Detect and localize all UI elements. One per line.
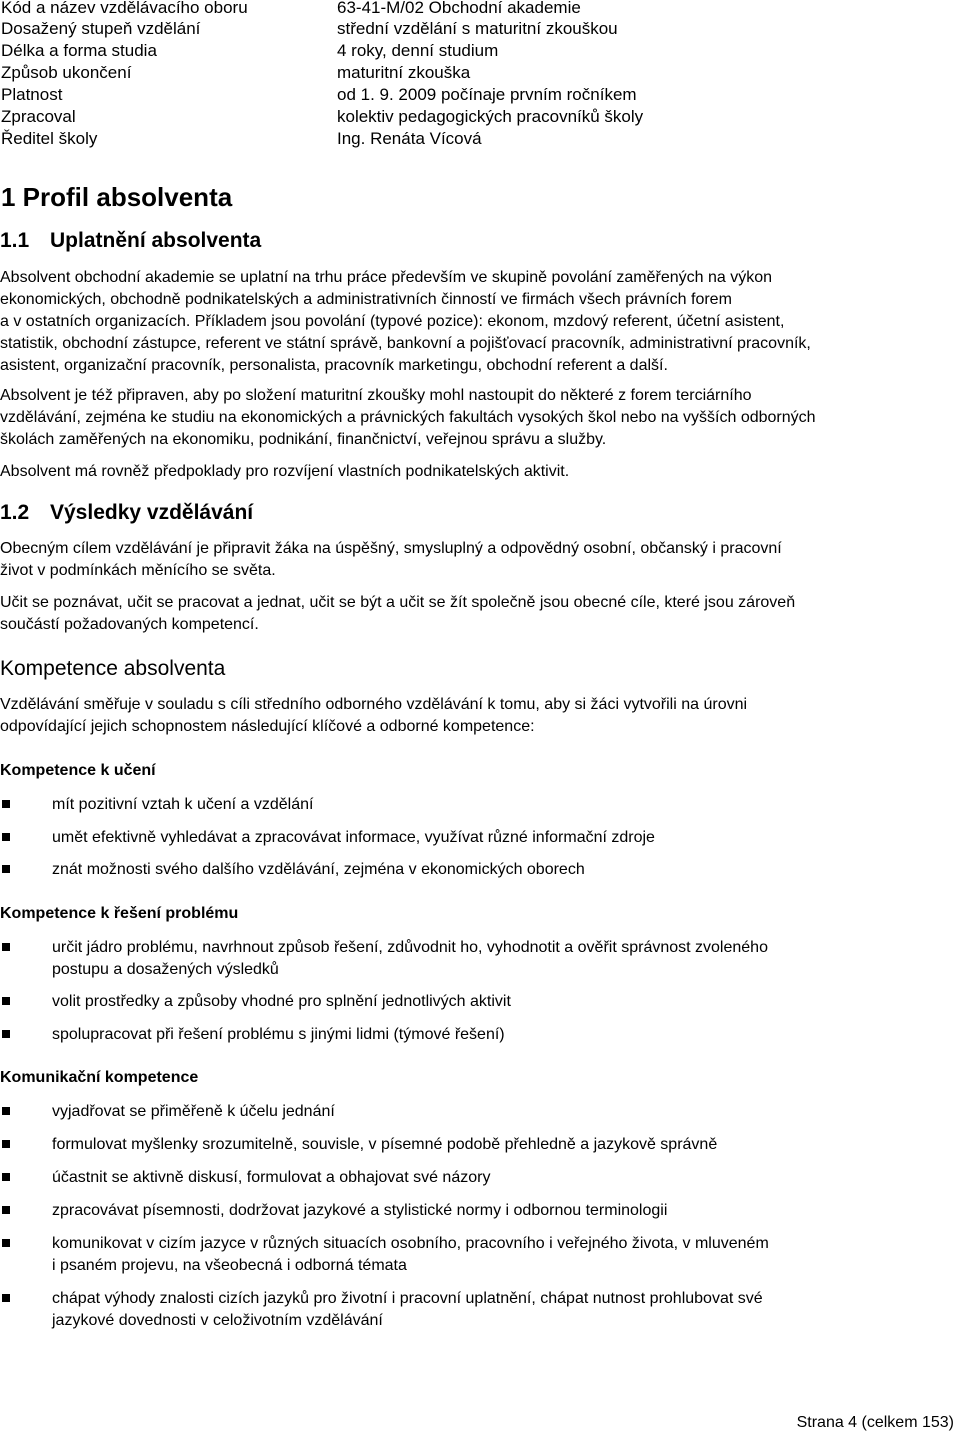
square-bullet-icon xyxy=(2,1107,10,1115)
meta-value: 4 roky, denní studium xyxy=(337,41,499,60)
subsection-title: Uplatnění absolventa xyxy=(50,229,262,252)
kompetence-heading: Kompetence absolventa xyxy=(0,657,226,680)
paragraph: Obecným cílem vzdělávání je připravit žáka na úspěšný, smysluplný a odpovědný osobní, občanský i pracovní život v podmínkách měnícího se světa. xyxy=(0,540,782,579)
meta-label: Zpracoval xyxy=(1,107,76,126)
meta-value: 63-41-M/02 Obchodní akademie xyxy=(337,0,581,17)
square-bullet-icon xyxy=(2,1206,10,1214)
page-number: Strana 4 (celkem 153) xyxy=(796,1414,954,1431)
meta-label: Dosažený stupeň vzdělání xyxy=(1,19,201,38)
competence-heading: Kompetence k řešení problému xyxy=(0,905,239,922)
square-bullet-icon xyxy=(2,1173,10,1181)
square-bullet-icon xyxy=(2,865,10,873)
competence-heading: Komunikační kompetence xyxy=(0,1069,199,1086)
document-page: Kód a název vzdělávacího oboru 63-41-M/02 Obchodní akademie Dosažený stupeň vzdělání střední vzdělání s maturitní zkouškou Délka a forma studia 4 roky, denní studium Způsob ukončení maturitní zkouška Platnost od 1. 9. 2009 počínaje prvním ročníkem Zpracoval kolektiv pedagogických pracovníků školy Ředitel školy Ing. Renáta Vícová 1 Profil absolventa 1.1 Uplatnění absolventa Absolvent obchodní akademie se uplatní na trhu práce především ve skupině povolání zaměřených na výkon ekonomických, obchodně podnikatelských a administrativních činností ve firmách všech právních forem a v ostatních organizacích. Příkladem jsou povolání (typové pozice): ekonom, mzdový referent, účetní asistent, statistik, obchodní zástupce, referent ve státní správě, bankovní a pojišťovací pracovník, administrativní pracovník, asistent, organizační pracovník, personalista, pracovník marketingu, obchodní referent a další. Absolvent je též připraven, aby po složení maturitní zkoušky mohl nastoupit do některé z forem terciárního vzdělávání, zejména ke studiu na ekonomických a právnických fakultách vysokých škol nebo na vyšších odborných školách zaměřených na ekonomiku, podnikání, finančnictví, veřejnou správu a služby. Absolvent má rovněž předpoklady pro rozvíjení vlastních podnikatelských aktivit. 1.2 Výsledky vzdělávání Obecným cílem vzdělávání je připravit žáka na úspěšný, smysluplný a odpovědný osobní, občanský i pracovní život v podmínkách měnícího se světa. Učit se poznávat, učit se pracovat a jednat, učit se být a učit se žít společně jsou obecné cíle, které jsou zároveň součástí požadovaných kompetencí. Kompetence absolventa Vzdělávání směřuje v souladu s cíli středního odborného vzdělávání k tomu, aby si žáci vytvořili na úrovni odpovídající jejich schopnostem následující klíčové a odborné kompetence: Kompetence k učení mít pozitivní vztah k učení a vzdělání umět efektivně vyhledávat a zpracovávat informace, využívat různé informační zdroje znát možnosti svého dalšího vzdělávání, zejména v ekonomických oborech Kompetence k řešení problému určit jádro problému, navrhnout způsob řešení, zdůvodnit ho, vyhodnotit a ověřit správnost zvoleného postupu a dosažených výsledků volit prostředky a způsoby vhodné pro splnění jednotlivých aktivit spolupracovat při řešení problému s jinými lidmi (týmové řešení) Komunikační kompetence vyjadřovat se přiměřeně k účelu jednání formulovat myšlenky srozumitelně, souvisle, v písemné podobě přehledně a jazykově správně účastnit se aktivně diskusí, formulovat a obhajovat své názory zpracovávat písemnosti, dodržovat jazykové a stylistické normy i odbornou terminologii komunikovat v cizím jazyce v různých situacích osobního, pracovního i veřejného života, v mluveném i psaném projevu, na všeobecná i odborná témata chápat výhody znalosti cizích jazyků pro životní i pracovní uplatnění, chápat nutnost prohlubovat své jazykové dovednosti v celoživotním vzdělávání Strana 4 (celkem 153) xyxy=(0,0,960,1433)
square-bullet-icon xyxy=(2,833,10,841)
meta-value: od 1. 9. 2009 počínaje prvním ročníkem xyxy=(337,85,637,104)
meta-label: Kód a název vzdělávacího oboru xyxy=(1,0,248,17)
square-bullet-icon xyxy=(2,1030,10,1038)
meta-label: Ředitel školy xyxy=(1,129,98,148)
paragraph: Učit se poznávat, učit se pracovat a jednat, učit se být a učit se žít společně jsou obecné cíle, které jsou zároveň součástí požadovaných kompetencí. xyxy=(0,594,796,633)
paragraph: Absolvent obchodní akademie se uplatní na trhu práce především ve skupině povolání zaměřených na výkon ekonomických, obchodně podnikatelských a administrativních činností ve firmách všech právních forem a v ostatních organizacích. Příkladem jsou povolání (typové pozice): ekonom, mzdový referent, účetní asistent, statistik, obchodní zástupce, referent ve státní správě, bankovní a pojišťovací pracovník, administrativní pracovník, asistent, organizační pracovník, personalista, pracovník marketingu, obchodní referent a další. xyxy=(0,269,811,374)
meta-label: Způsob ukončení xyxy=(1,63,132,82)
paragraph: Vzdělávání směřuje v souladu s cíli středního odborného vzdělávání k tomu, aby si žáci vytvořili na úrovni odpovídající jejich schopnostem následující klíčové a odborné kompetence: xyxy=(0,696,748,735)
meta-label: Platnost xyxy=(1,85,63,104)
subsection-title: Výsledky vzdělávání xyxy=(50,501,254,524)
subsection-number: 1.1 xyxy=(0,229,30,252)
paragraph: Absolvent je též připraven, aby po složení maturitní zkoušky mohl nastoupit do některé z forem terciárního vzdělávání, zejména ke studiu na ekonomických a právnických fakultách vysokých škol nebo na vyšších odborných školách zaměřených na ekonomiku, podnikání, finančnictví, veřejnou správu a služby. xyxy=(0,387,816,448)
paragraph: Absolvent má rovněž předpoklady pro rozvíjení vlastních podnikatelských aktivit. xyxy=(0,463,570,480)
meta-value: maturitní zkouška xyxy=(337,63,471,82)
subsection-number: 1.2 xyxy=(0,501,30,524)
meta-value: kolektiv pedagogických pracovníků školy xyxy=(337,107,644,126)
meta-value: Ing. Renáta Vícová xyxy=(337,129,482,148)
subsection-heading xyxy=(0,229,261,253)
square-bullet-icon xyxy=(2,997,10,1005)
meta-value: střední vzdělání s maturitní zkouškou xyxy=(337,19,618,38)
square-bullet-icon xyxy=(2,943,10,951)
square-bullet-icon xyxy=(2,1239,10,1247)
meta-label: Délka a forma studia xyxy=(1,41,157,60)
subsection-heading xyxy=(0,501,253,525)
square-bullet-icon xyxy=(2,1140,10,1148)
square-bullet-icon xyxy=(2,1294,10,1302)
competence-heading: Kompetence k učení xyxy=(0,762,156,779)
square-bullet-icon xyxy=(2,800,10,808)
section-heading: 1 Profil absolventa xyxy=(1,182,233,212)
